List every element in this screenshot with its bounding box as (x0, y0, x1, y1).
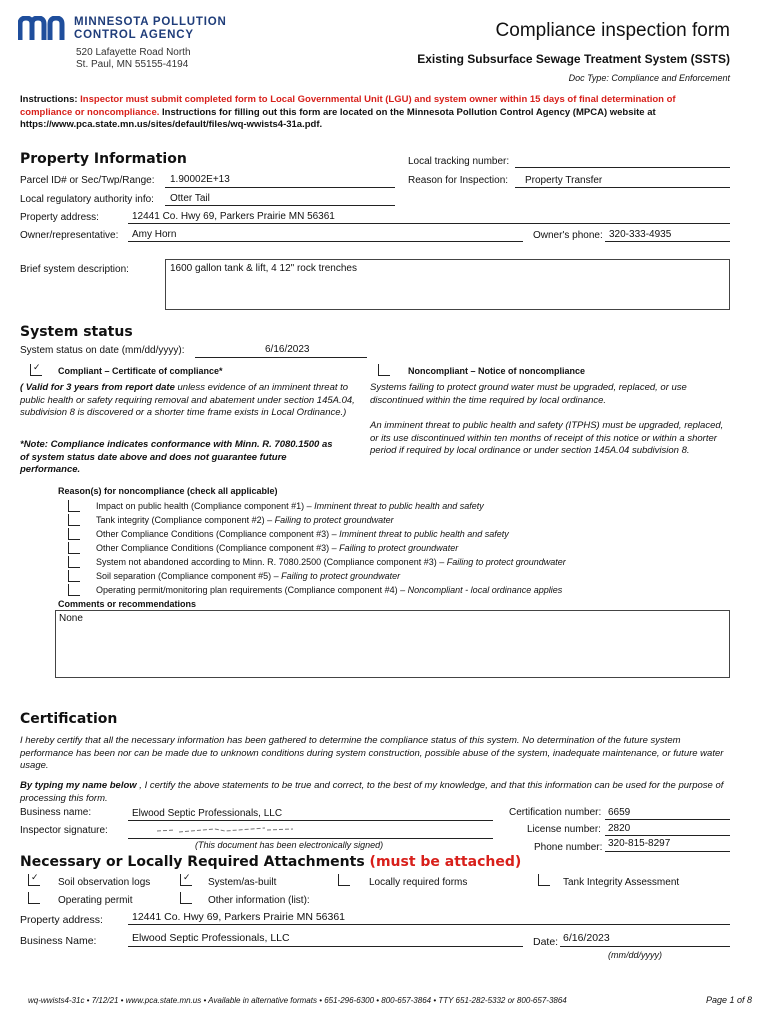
page-number: Page 1 of 8 (705, 995, 752, 1005)
parcel-underline (165, 187, 395, 188)
address-label: Property address: (20, 212, 99, 223)
form-title: Compliance inspection form (495, 20, 730, 41)
attachments-heading (20, 854, 521, 870)
other-info-label: Other information (list): (208, 895, 310, 906)
reason-checkbox[interactable] (68, 514, 80, 526)
phone-underline (605, 851, 730, 852)
reason-checkbox[interactable] (68, 584, 80, 596)
tank-integrity-label: Tank Integrity Assessment (563, 877, 680, 888)
reason-item (96, 501, 484, 511)
certification-statement: I hereby certify that all the necessary information has been gathered to determine the compliance status of this system. No determination of the future system performance has been nor can be made due to unknown conditions during system construction, possible abuse of the system, inadequate maintenance, or future water usage. (20, 735, 724, 771)
reason-checkbox[interactable] (68, 528, 80, 540)
compliant-note (20, 382, 365, 420)
owner-phone-label: Owner's phone: (533, 230, 603, 241)
cert-business-value[interactable]: Elwood Septic Professionals, LLC (132, 808, 283, 819)
footer-info: wq-wwists4-31c • 7/12/21 • www.pca.state.mn.us • Available in alternative formats • 651-296-6300 • 800-657-3864 • TTY 651-282-5332 or 800-657-3864 (28, 996, 567, 1005)
local-forms-checkbox[interactable] (338, 874, 350, 886)
instructions-label: Instructions: (20, 94, 78, 105)
att-address-underline (128, 924, 730, 925)
reason-consequence: Failing to protect groundwater (446, 557, 566, 567)
org-name-line1: MINNESOTA POLLUTION (74, 16, 227, 28)
noncompliant-label: Noncompliant – Notice of noncompliance (408, 366, 586, 376)
status-heading: System status (20, 324, 133, 340)
org-name-line2: CONTROL AGENCY (74, 29, 194, 41)
doc-type: Doc Type: Compliance and Enforcement (568, 73, 730, 83)
reason-checkbox[interactable] (68, 542, 80, 554)
compliant-checkbox[interactable] (30, 364, 42, 376)
att-business-value[interactable]: Elwood Septic Professionals, LLC (132, 932, 290, 944)
reason-text: Tank integrity (Compliance component #2) – (96, 515, 275, 525)
license-label: License number: (527, 824, 601, 835)
cert-business-label: Business name: (20, 807, 92, 818)
compliant-check-mark: ✓ (33, 362, 41, 372)
esign-note: (This document has been electronically signed) (195, 840, 384, 850)
att-business-label: Business Name: (20, 935, 97, 947)
other-info-checkbox[interactable] (180, 892, 192, 904)
att-address-value[interactable]: 12441 Co. Hwy 69, Parkers Prairie MN 56361 (132, 911, 346, 923)
reason-item (96, 529, 509, 539)
asbuilt-label: System/as-built (208, 877, 277, 888)
permit-label: Operating permit (58, 895, 133, 906)
description-box[interactable] (165, 259, 730, 310)
owner-label: Owner/representative: (20, 230, 119, 241)
reason-text: Soil separation (Compliance component #5) – (96, 571, 282, 581)
reason-consequence: Failing to protect groundwater (274, 515, 394, 525)
signature-image[interactable] (155, 824, 295, 836)
att-date-value[interactable]: 6/16/2023 (563, 932, 610, 944)
status-date-value[interactable]: 6/16/2023 (265, 344, 310, 355)
reason-item (96, 557, 566, 567)
reason-checkbox[interactable] (68, 500, 80, 512)
org-address-line1: 520 Lafayette Road North (76, 47, 191, 58)
asbuilt-check-mark: ✓ (183, 872, 191, 882)
reason-item (96, 585, 562, 595)
reason-text: Impact on public health (Compliance component #1) – (96, 501, 315, 511)
parcel-label: Parcel ID# or Sec/Twp/Range: (20, 175, 155, 186)
soil-checkbox[interactable] (28, 874, 40, 886)
cert-business-underline (128, 820, 493, 821)
attachments-heading-text: Necessary or Locally Required Attachments (20, 854, 365, 870)
soil-label: Soil observation logs (58, 877, 151, 888)
owner-phone-value[interactable]: 320-333-4935 (609, 229, 672, 240)
instructions (20, 94, 730, 132)
reason-item (96, 571, 400, 581)
signature-underline (128, 838, 493, 839)
reason-text: Operating permit/monitoring plan requirements (Compliance component #4) – (96, 585, 408, 595)
reason-consequence: Imminent threat to public health and safety (314, 501, 484, 511)
owner-value[interactable]: Amy Horn (132, 229, 177, 240)
typing-rest: , I certify the above statements to be true and correct, to the best of my knowledge, and that this information can be used for the purpose of processing this form. (20, 780, 724, 804)
reason-checkbox[interactable] (68, 570, 80, 582)
att-business-underline (128, 946, 523, 947)
typing-bold: By typing my name below (20, 780, 137, 791)
att-date-label: Date: (533, 936, 559, 948)
reason-label: Reason for Inspection: (408, 175, 509, 186)
phone-label: Phone number: (534, 842, 603, 853)
comments-box[interactable] (55, 610, 730, 678)
attachments-required-note: (must be attached) (369, 854, 522, 870)
noncompliant-checkbox[interactable] (378, 364, 390, 376)
reason-text: Other Compliance Conditions (Compliance component #3) – (96, 543, 340, 553)
reason-consequence: Failing to protect groundwater (339, 543, 459, 553)
tank-integrity-checkbox[interactable] (538, 874, 550, 886)
local-tracking-field[interactable] (515, 167, 730, 168)
certification-heading: Certification (20, 711, 118, 727)
reason-consequence: Noncompliant - local ordinance applies (407, 585, 563, 595)
att-address-label: Property address: (20, 914, 103, 926)
form-subtitle: Existing Subsurface Sewage Treatment System (SSTS) (417, 52, 730, 66)
reason-value[interactable]: Property Transfer (525, 175, 603, 186)
lra-label: Local regulatory authority info: (20, 194, 154, 205)
cert-number-label: Certification number: (509, 807, 602, 818)
noncompliant-note2: An imminent threat to public health and safety (ITPHS) must be upgraded, replaced, or its use discontinued within ten months of receipt of this notice or within a shorter period if required by local ordinance or under section 145A.04 subdivision 8. (370, 420, 724, 456)
reason-underline (515, 187, 730, 188)
cert-number-value[interactable]: 6659 (608, 807, 631, 818)
status-date-label: System status on date (mm/dd/yyyy): (20, 345, 185, 356)
address-underline (128, 223, 730, 224)
compliance-footnote: *Note: Compliance indicates conformance with Minn. R. 7080.1500 as of system status date above and does not guarantee future performance. (20, 439, 333, 475)
compliant-note-bold: ( Valid for 3 years from report date (20, 382, 175, 393)
lra-value[interactable]: Otter Tail (170, 193, 210, 204)
att-date-format: (mm/dd/yyyy) (608, 950, 662, 960)
owner-underline (128, 241, 523, 242)
parcel-value[interactable]: 1.90002E+13 (170, 174, 230, 185)
compliant-label: Compliant – Certificate of compliance* (58, 366, 223, 376)
mpca-logo (18, 16, 70, 42)
lra-underline (165, 205, 395, 206)
instructions-red-text: Inspector must submit completed form to Local Governmental Unit (LGU) and system owner within 15 days of final determination of compliance or noncompliance. (20, 94, 676, 118)
address-value[interactable]: 12441 Co. Hwy 69, Parkers Prairie MN 56361 (132, 211, 335, 222)
reason-checkbox[interactable] (68, 556, 80, 568)
soil-check-mark: ✓ (31, 872, 39, 882)
comments-value: None (59, 613, 83, 624)
phone-value[interactable]: 320-815-8297 (608, 838, 671, 849)
reason-text: Other Compliance Conditions (Compliance component #3) – (96, 529, 340, 539)
att-date-underline (560, 946, 730, 947)
reason-item (96, 515, 394, 525)
status-date-underline (195, 357, 367, 358)
description-value: 1600 gallon tank & lift, 4 12" rock trenches (170, 263, 357, 274)
signature-label: Inspector signature: (20, 825, 108, 836)
local-forms-label: Locally required forms (369, 877, 468, 888)
reason-consequence: Imminent threat to public health and safety (339, 529, 509, 539)
owner-phone-underline (605, 241, 730, 242)
typing-statement (20, 780, 730, 805)
reasons-heading: Reason(s) for noncompliance (check all applicable) (58, 486, 278, 496)
comments-label: Comments or recommendations (58, 599, 197, 609)
license-underline (605, 835, 730, 836)
reason-item (96, 543, 458, 553)
compliant-note-rest: unless evidence of an imminent threat to public health or safety requiring removal and abatement under section 145A.04, subdivision 8 is discovered or a shorter time frame exists in Local Ordinance.) (20, 382, 355, 418)
local-tracking-label: Local tracking number: (408, 156, 510, 167)
license-value[interactable]: 2820 (608, 823, 631, 834)
asbuilt-checkbox[interactable] (180, 874, 192, 886)
instructions-link-text: Instructions for filling out this form are located on the Minnesota Pollution Control Agency (MPCA) website at https://www.pca.state.mn.us/sites/default/files/wq-wwists4-31a.pdf. (20, 106, 656, 130)
noncompliant-note1: Systems failing to protect ground water must be upgraded, replaced, or use discontinued within the time required by local ordinance. (370, 382, 687, 406)
property-heading: Property Information (20, 151, 187, 167)
permit-checkbox[interactable] (28, 892, 40, 904)
org-address-line2: St. Paul, MN 55155-4194 (76, 59, 189, 70)
reason-text: System not abandoned according to Minn. R. 7080.2500 (Compliance component #3) – (96, 557, 447, 567)
description-label: Brief system description: (20, 264, 129, 275)
cert-number-underline (605, 819, 730, 820)
reason-consequence: Failing to protect groundwater (281, 571, 401, 581)
